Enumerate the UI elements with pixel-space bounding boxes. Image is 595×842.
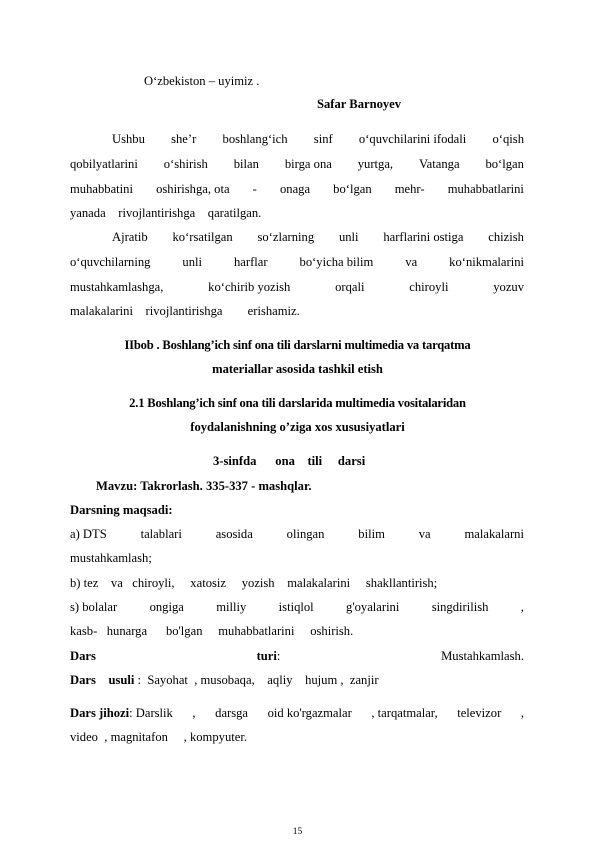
word: sinf — [313, 132, 333, 146]
word: va — [405, 255, 418, 269]
word: malakalarni — [464, 527, 524, 541]
goal-s-line2: kasb- hunarga bo'lgan muhabbatlarini oshirish. — [70, 624, 354, 638]
word: ko‘rsatilgan — [172, 230, 233, 244]
word: bo‘lgan — [485, 157, 524, 171]
colon: : — [276, 649, 281, 663]
word: : Darslik — [129, 706, 173, 720]
para2-line4: malakalarini rivojlantirishga erishamiz. — [70, 304, 300, 318]
para1-line4: yanada rivojlantirishga qaratilgan. — [70, 206, 262, 220]
intro-line: O‘zbekiston – uyimiz . — [144, 74, 260, 88]
word: , — [520, 600, 524, 614]
word: unli — [182, 255, 203, 269]
word: bilan — [233, 157, 259, 171]
chapter-heading-line1: IIbob . Boshlang’ich sinf ona tili darslarni multimedia va tarqatma — [124, 338, 471, 352]
section-heading-line1: 2.1 Boshlang’ich sinf ona tili darslarida multimedia vositalaridan — [129, 396, 466, 410]
word: o‘quvchilarini ifodali — [358, 132, 467, 146]
chapter-heading-line2: materiallar asosida tashkil etish — [212, 362, 383, 376]
word: chiroyli — [409, 280, 449, 294]
word: orqali — [335, 280, 365, 294]
word: darsga — [215, 706, 249, 720]
word: asosida — [215, 527, 253, 541]
goal-a-line2: mustahkamlash; — [70, 551, 152, 565]
word: televizor — [457, 706, 502, 720]
word: Ushbu — [112, 132, 145, 146]
para1-line2 — [70, 156, 524, 172]
word: unli — [338, 230, 359, 244]
word: o‘quvchilarning — [70, 255, 151, 269]
word: muhabbatlarini — [447, 182, 524, 196]
lesson-type-label: Dars — [70, 649, 96, 663]
word: qobilyatlarini — [70, 157, 138, 171]
word: ko‘chirib yozish — [208, 280, 291, 294]
word: oid ko'rgazmalar — [267, 706, 352, 720]
word: , — [192, 706, 196, 720]
word: , tarqatmalar, — [371, 706, 438, 720]
word: bo‘yicha bilim — [299, 255, 374, 269]
goal-a-line1 — [70, 526, 524, 542]
topic-line: Mavzu: Takrorlash. 335-337 - mashqlar. — [96, 479, 312, 493]
word: o‘qish — [492, 132, 524, 146]
word: ongiga — [149, 600, 184, 614]
word: s) bolalar — [70, 600, 118, 614]
lesson-method-label: Dars usuli — [70, 673, 135, 687]
word: birga ona — [284, 157, 332, 171]
word: yurtga, — [357, 157, 394, 171]
word: istiqlol — [278, 600, 314, 614]
word: mustahkamlashga, — [70, 280, 164, 294]
para2-line2 — [70, 254, 524, 270]
lesson-method-line — [70, 672, 379, 688]
word: - — [252, 182, 257, 196]
word: Vatanga — [418, 157, 460, 171]
word: , — [520, 706, 524, 720]
lesson-type-label2 — [257, 648, 281, 664]
word: va — [418, 527, 431, 541]
word: yozuv — [493, 280, 524, 294]
word: bilim — [358, 527, 385, 541]
word: a) DTS — [70, 527, 107, 541]
word: milliy — [216, 600, 247, 614]
word: muhabbatini — [70, 182, 133, 196]
word: harflarini ostiga — [383, 230, 464, 244]
para2-line3 — [70, 279, 524, 295]
word: chizish — [488, 230, 524, 244]
word: talablari — [140, 527, 182, 541]
goal-s-line1 — [70, 599, 524, 615]
para2-line1 — [112, 229, 524, 245]
word: so‘zlarning — [257, 230, 315, 244]
goal-b-line: b) tez va chiroyli, xatosiz yozish malakalarini shakllantirish; — [70, 576, 438, 590]
word: singdirilish — [431, 600, 489, 614]
word: boshlang‘ich — [222, 132, 288, 146]
para1-line3 — [70, 181, 524, 197]
word: olingan — [286, 527, 325, 541]
grade-line: 3-sinfda ona tili darsi — [213, 454, 366, 468]
section-heading-line2: foydalanishning o’ziga xos xususiyatlari — [190, 420, 405, 434]
lesson-method-value: : Sayohat , musobaqa, aqliy hujum , zanjir — [134, 673, 379, 687]
word: mehr- — [394, 182, 425, 196]
word: g'oyalarini — [346, 600, 400, 614]
word: ko‘nikmalarini — [449, 255, 524, 269]
author-name: Safar Barnoyev — [317, 97, 402, 111]
page-number: 15 — [292, 827, 303, 837]
equipment-start — [70, 705, 173, 721]
equipment-label: Dars jihozi — [70, 706, 130, 720]
word: onaga — [279, 182, 311, 196]
lesson-type-line — [70, 648, 524, 664]
word: she’r — [171, 132, 197, 146]
goals-label: Darsning maqsadi: — [70, 503, 173, 517]
para1-line1 — [112, 131, 524, 147]
word: harflar — [233, 255, 268, 269]
equipment-line1 — [70, 705, 524, 721]
lesson-type-word: turi — [256, 649, 277, 663]
word: o‘shirish — [163, 157, 208, 171]
word: oshirishga, ota — [156, 182, 230, 196]
equipment-line2: video , magnitafon , kompyuter. — [70, 730, 247, 744]
word: bo‘lgan — [333, 182, 372, 196]
word: Ajratib — [112, 230, 148, 244]
lesson-type-value: Mustahkamlash. — [441, 649, 524, 663]
